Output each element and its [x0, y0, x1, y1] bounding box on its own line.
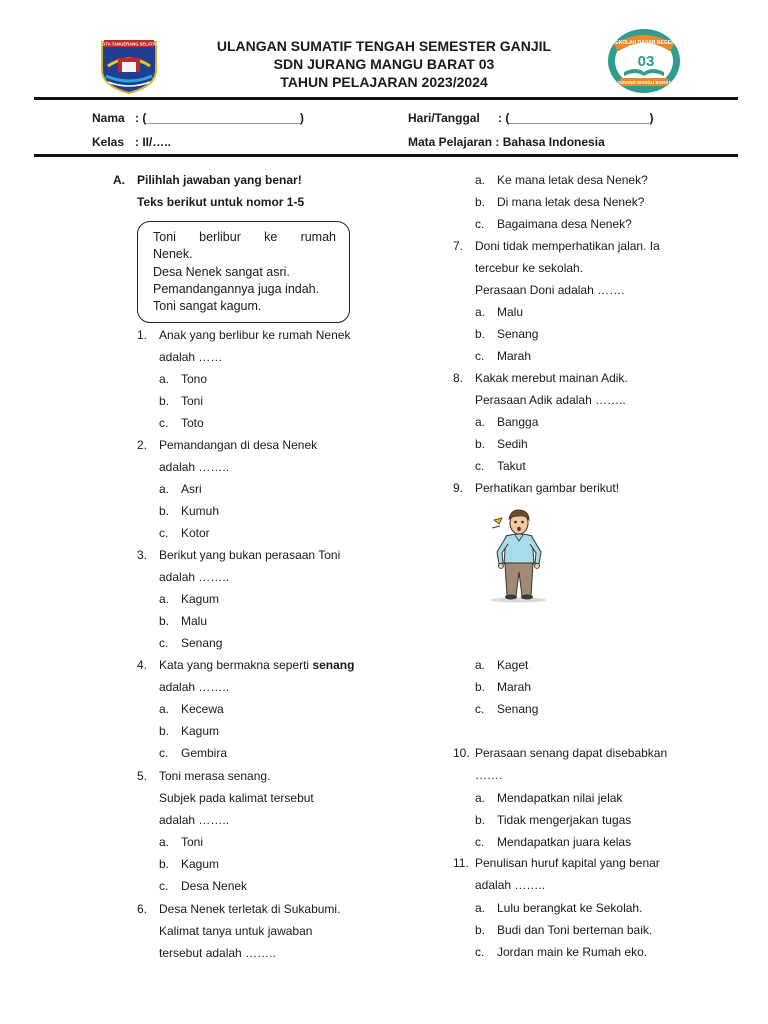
option-letter[interactable]: b. [475, 680, 486, 694]
option-letter[interactable]: a. [159, 835, 170, 849]
option-text[interactable]: Bangga [497, 415, 539, 429]
right-logo-number: 03 [637, 53, 655, 70]
option-letter[interactable]: a. [475, 791, 486, 805]
question-text: Anak yang berlibur ke rumah Nenek [159, 328, 351, 342]
option-text[interactable]: Marah [497, 349, 532, 363]
question-number: 4. [137, 658, 148, 672]
option-text[interactable]: Senang [181, 636, 223, 650]
option-text[interactable]: Kumuh [181, 504, 220, 518]
question-text: Toni merasa senang. [159, 769, 271, 783]
option-text[interactable]: Mendapatkan juara kelas [497, 835, 632, 849]
option-letter[interactable]: a. [475, 415, 486, 429]
option-letter[interactable]: a. [475, 901, 486, 915]
question-text: Perasaan senang dapat disebabkan [475, 746, 668, 760]
option-letter[interactable]: c. [475, 349, 485, 363]
option-text[interactable]: Toni [181, 835, 204, 849]
question-text: Doni tidak memperhatikan jalan. Ia [475, 239, 660, 253]
right-logo [606, 28, 682, 94]
option-letter[interactable]: b. [475, 195, 486, 209]
option-letter[interactable]: a. [159, 702, 170, 716]
subject-label: Mata Pelajaran : Bahasa Indonesia [408, 135, 605, 149]
option-text[interactable]: Tono [181, 372, 208, 386]
option-letter[interactable]: a. [159, 592, 170, 606]
option-letter[interactable]: c. [159, 526, 169, 540]
question-text: Kalimat tanya untuk jawaban [159, 924, 313, 938]
question-text: tersebut adalah …….. [159, 946, 276, 960]
option-letter[interactable]: c. [475, 459, 485, 473]
option-text[interactable]: Toni [181, 394, 204, 408]
option-letter[interactable]: c. [159, 746, 169, 760]
option-letter[interactable]: c. [475, 945, 485, 959]
option-text[interactable]: Mendapatkan nilai jelak [497, 791, 623, 805]
question-text: Kakak merebut mainan Adik. [475, 371, 628, 385]
option-text[interactable]: Bagaimana desa Nenek? [497, 217, 632, 231]
option-letter[interactable]: b. [159, 857, 170, 871]
option-letter[interactable]: a. [475, 305, 486, 319]
option-text[interactable]: Malu [497, 305, 524, 319]
option-text[interactable]: Kagum [181, 724, 220, 738]
option-text[interactable]: Malu [181, 614, 208, 628]
option-text[interactable]: Kagum [181, 592, 220, 606]
question-number: 11. [453, 856, 469, 870]
school-year: TAHUN PELAJARAN 2023/2024 [280, 74, 488, 90]
story-box [137, 221, 350, 323]
question-number: 10. [453, 746, 470, 760]
story-line: Pemandangannya juga indah. [153, 281, 320, 296]
question-text: Penulisan huruf kapital yang benar [475, 856, 660, 870]
story-line: Desa Nenek sangat asri. [153, 264, 290, 279]
school-name: SDN JURANG MANGU BARAT 03 [273, 56, 495, 72]
question-number: 8. [453, 371, 464, 385]
option-text[interactable]: Ke mana letak desa Nenek? [497, 173, 648, 187]
nama-label: Nama [92, 111, 125, 125]
question-number: 3. [137, 548, 148, 562]
question-number: 6. [137, 902, 148, 916]
question-number: 9. [453, 481, 464, 495]
option-text[interactable]: Asri [181, 482, 202, 496]
option-letter[interactable]: c. [475, 217, 485, 231]
option-letter[interactable]: a. [159, 372, 170, 386]
header-rule-bottom [34, 154, 738, 157]
option-text[interactable]: Senang [497, 327, 539, 341]
option-text[interactable]: Budi dan Toni berteman baik. [497, 923, 653, 937]
question-number: 2. [137, 438, 148, 452]
option-letter[interactable]: b. [475, 327, 486, 341]
option-letter[interactable]: a. [475, 173, 486, 187]
right-logo-top-text: SEKOLAH DASAR NEGERI [611, 40, 677, 46]
question-text: Perasaan Doni adalah ……. [475, 283, 625, 297]
option-text[interactable]: Gembira [181, 746, 228, 760]
option-letter[interactable]: c. [475, 702, 485, 716]
question-text: Berikut yang bukan perasaan Toni [159, 548, 341, 562]
option-text[interactable]: Senang [497, 702, 539, 716]
left-logo-text: KOTA TANGERANG SELATAN [99, 41, 159, 47]
question-number: 1. [137, 328, 148, 342]
option-letter[interactable]: b. [159, 614, 170, 628]
option-letter[interactable]: b. [475, 437, 486, 451]
section-subinstruction: Teks berikut untuk nomor 1-5 [137, 195, 305, 209]
header-rule-top [34, 97, 738, 100]
story-line: Nenek. [153, 247, 193, 262]
option-text[interactable]: Marah [497, 680, 532, 694]
question-text: adalah …….. [159, 570, 230, 584]
question-text: adalah …….. [159, 813, 230, 827]
option-text[interactable]: Takut [497, 459, 526, 473]
option-text[interactable]: Tidak mengerjakan tugas [497, 813, 632, 827]
surprised-man-illustration [486, 506, 550, 604]
option-text[interactable]: Jordan main ke Rumah eko. [497, 945, 648, 959]
story-line: Toni berlibur ke rumah [153, 230, 336, 244]
question-text: Perhatikan gambar berikut! [475, 481, 620, 495]
nama-field[interactable]: : (_______________________) [135, 111, 304, 125]
option-text[interactable]: Kagum [181, 857, 220, 871]
question-text: Perasaan Adik adalah …….. [475, 393, 626, 407]
option-letter[interactable]: b. [159, 504, 170, 518]
question-text: Subjek pada kalimat tersebut [159, 791, 314, 805]
question-text: ……. [475, 768, 503, 782]
question-text: adalah …….. [159, 680, 230, 694]
option-letter[interactable]: b. [475, 813, 486, 827]
question-text [159, 658, 354, 672]
right-logo-bottom-text: JURANG MANGU BARAT [617, 80, 671, 85]
option-letter[interactable]: b. [159, 394, 170, 408]
question-text: adalah …….. [159, 460, 230, 474]
option-letter[interactable]: a. [159, 482, 170, 496]
question-text: tercebur ke sekolah. [475, 261, 584, 275]
question-keyword: senang [312, 658, 355, 672]
kelas-label: Kelas [92, 135, 125, 149]
option-letter[interactable]: a. [475, 658, 486, 672]
option-text[interactable]: Kotor [181, 526, 210, 540]
question-number: 5. [137, 769, 148, 783]
kelas-field[interactable]: : II/….. [135, 135, 171, 149]
option-text[interactable]: Toto [181, 416, 204, 430]
option-text[interactable]: Kaget [497, 658, 529, 672]
section-instruction: Pilihlah jawaban yang benar! [137, 173, 302, 187]
option-text[interactable]: Lulu berangkat ke Sekolah. [497, 901, 643, 915]
option-text[interactable]: Kecewa [181, 702, 224, 716]
question-text: Pemandangan di desa Nenek [159, 438, 318, 452]
story-line: Toni sangat kagum. [153, 299, 262, 314]
section-marker: A. [113, 173, 125, 187]
hari-label: Hari/Tanggal [408, 111, 480, 125]
option-letter[interactable]: c. [475, 835, 485, 849]
question-number: 7. [453, 239, 464, 253]
hari-field[interactable]: : (_____________________) [498, 111, 654, 125]
question-text: adalah …….. [475, 878, 546, 892]
option-letter[interactable]: b. [475, 923, 486, 937]
option-text[interactable]: Desa Nenek [181, 879, 248, 893]
question-text-prefix: Kata yang bermakna seperti [159, 658, 313, 672]
question-text: Desa Nenek terletak di Sukabumi. [159, 902, 341, 916]
option-letter[interactable]: c. [159, 879, 169, 893]
option-letter[interactable]: b. [159, 724, 170, 738]
option-text[interactable]: Sedih [497, 437, 528, 451]
option-letter[interactable]: c. [159, 636, 169, 650]
exam-title: ULANGAN SUMATIF TENGAH SEMESTER GANJIL [216, 38, 552, 54]
option-text[interactable]: Di mana letak desa Nenek? [497, 195, 645, 209]
question-text: adalah …… [159, 350, 223, 364]
option-letter[interactable]: c. [159, 416, 169, 430]
